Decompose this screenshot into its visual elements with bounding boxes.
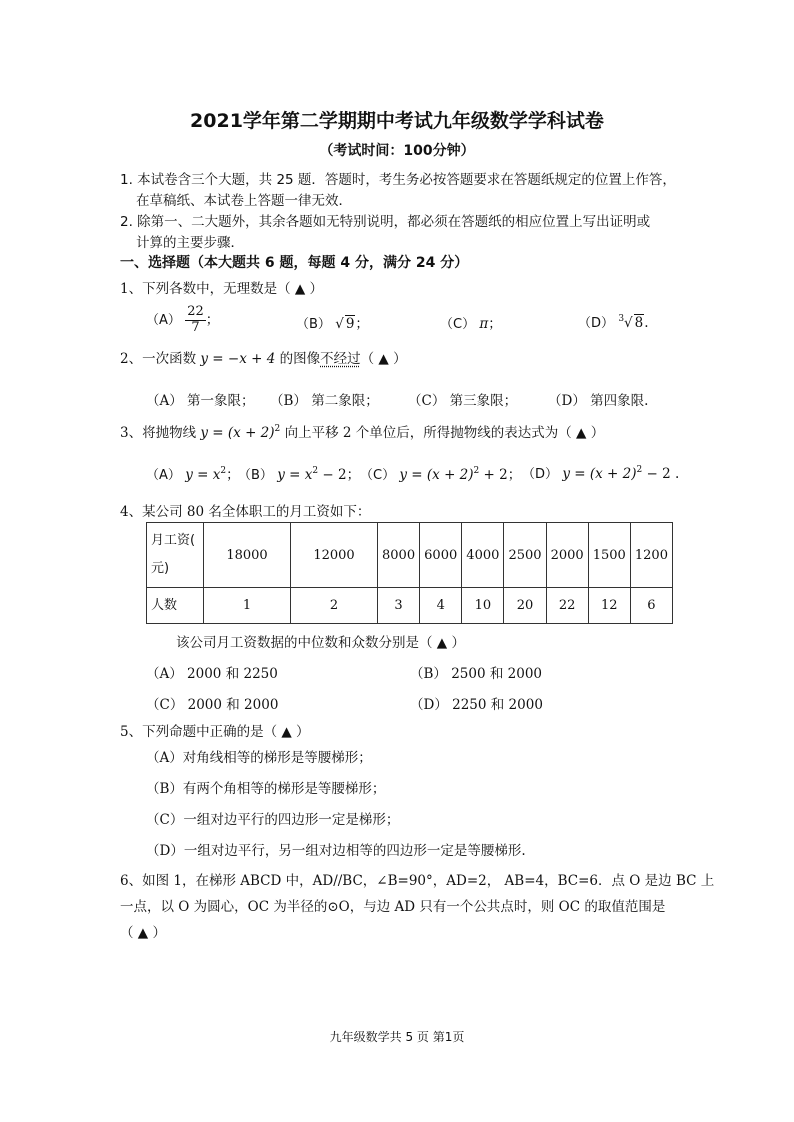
radicand: 9 [345,316,355,332]
formula: y = x [277,467,313,483]
table-cell: 18000 [204,523,291,588]
question-6-line-3: （ ▲ ） [120,925,166,941]
question-6-line-2: 一点，以 O 为圆心，OC 为半径的⊙O，与边 AD 只有一个公共点时，则 OC 的取值范围是 [120,899,666,915]
option-label: （D） [522,467,559,482]
question-3-option-d [522,463,679,482]
question-3-option-a [146,463,240,483]
question-1-stem: 1、下列各数中，无理数是（ ▲ ） [120,281,324,297]
table-row-count [147,588,673,624]
question-1-option-c [440,312,502,332]
stem-prefix: 2、一次函数 [120,351,197,367]
table-cell: 4000 [462,523,504,588]
exponent: 2 [312,466,319,476]
question-5-option-c: （C）一组对边平行的四边形一定是梯形； [146,812,400,828]
root-index: 3 [618,314,625,324]
table-cell: 10 [462,588,504,624]
question-1-option-a [146,305,219,336]
table-cell: 2000 [546,523,588,588]
question-5-option-d: （D）一组对边平行，另一组对边相等的四边形一定是等腰梯形. [146,843,526,859]
question-4-option-a: （A） 2000 和 2250 [146,666,278,682]
question-2-option-b: （B） 第二象限； [270,393,379,409]
formula: y = (x + 2) [562,466,637,482]
punctuation: ； [355,316,369,332]
formula-tail: + 2； [479,467,522,483]
stem-suffix: 向上平移 2 个单位后，所得抛物线的表达式为（ ▲ ） [284,425,605,441]
question-3-option-b [238,463,360,483]
formula: y = (x + 2) [200,425,275,441]
instruction-1-line-1: 1. 本试卷含三个大题，共 25 题．答题时，考生务必按答题要求在答题纸规定的位置上作答， [120,172,676,188]
table-cell: 12000 [291,523,378,588]
instruction-2-line-2: 计算的主要步骤． [136,235,244,251]
table-cell: 6 [630,588,672,624]
stem-prefix: 3、将抛物线 [120,425,197,441]
instruction-2-line-1: 2. 除第一、二大题外，其余各题如无特别说明，都必须在答题纸的相应位置上写出证明或 [120,214,651,230]
table-header-salary [147,523,204,588]
question-2-option-c: （C） 第三象限； [408,393,518,409]
table-cell: 22 [546,588,588,624]
answer-blank: （ ▲ ） [360,351,407,367]
header-line: 元) [151,561,170,576]
punctuation: ； [488,316,502,332]
stem-middle: 的图像 [279,351,321,367]
emphasis-text: 不经过 [320,351,361,367]
pi-value: π [479,316,489,332]
question-5-stem: 5、下列命题中正确的是（ ▲ ） [120,724,310,740]
punctuation: . [644,315,649,331]
table-cell: 1500 [588,523,630,588]
exam-title: 2021学年第二学期期中考试九年级数学学科试卷 [190,110,604,132]
question-3-option-c [360,463,521,483]
table-cell: 20 [504,588,546,624]
exam-time: （考试时间：100分钟） [319,143,475,159]
formula-tail: − 2； [318,467,361,483]
question-5-option-b: （B）有两个角相等的梯形是等腰梯形； [146,781,386,797]
exponent: 2 [636,465,643,475]
numerator: 22 [187,304,204,319]
radicand: 8 [634,315,644,331]
question-4-stem: 4、某公司 80 名全体职工的月工资如下： [120,504,371,520]
question-6-line-1: 6、如图 1，在梯形 ABCD 中，AD//BC，∠B=90°，AD=2， AB=4，BC=6．点 O 是边 BC 上 [120,873,715,889]
instruction-1-line-2: 在草稿纸、本试卷上答题一律无效． [136,193,352,209]
question-2-option-a: （A） 第一象限； [146,393,255,409]
cube-root-sign: √ [624,315,633,331]
table-cell: 1200 [630,523,672,588]
table-cell: 2500 [504,523,546,588]
question-2-option-d: （D） 第四象限. [548,393,649,409]
fraction [185,305,206,336]
formula-tail: − 2 . [642,466,680,482]
salary-table [146,522,673,624]
section-heading: 一、选择题（本大题共 6 题，每题 4 分，满分 24 分） [120,255,469,271]
question-4-option-b: （B） 2500 和 2000 [410,666,543,682]
header-line: 月工资( [151,533,196,548]
question-4-question: 该公司月工资数据的中位数和众数分别是（ ▲ ） [176,635,465,651]
question-2-stem [120,347,407,367]
formula: y = x [185,467,221,483]
table-header-count: 人数 [147,588,204,624]
option-label: （A） [146,468,181,483]
punctuation: ； [205,311,220,328]
table-cell: 3 [378,588,420,624]
denominator: 7 [191,319,200,335]
formula: y = −x + 4 [200,351,276,367]
question-4-option-d: （D） 2250 和 2000 [410,697,543,713]
option-label: （C） [440,317,476,332]
punctuation: ； [226,467,240,483]
table-cell: 2 [291,588,378,624]
question-3-stem [120,421,604,441]
exponent: 2 [274,424,281,434]
option-label: （A） [146,312,181,328]
table-cell: 12 [588,588,630,624]
option-label: （D） [578,316,615,331]
sqrt-sign: √ [335,316,344,332]
table-cell: 6000 [420,523,462,588]
formula: y = (x + 2) [399,467,474,483]
question-1-option-b [296,312,369,332]
question-4-option-c: （C） 2000 和 2000 [146,697,279,713]
table-cell: 1 [204,588,291,624]
question-5-option-a: （A）对角线相等的梯形是等腰梯形； [146,750,372,766]
page-footer: 九年级数学共 5 页 第1页 [329,1030,465,1044]
table-cell: 8000 [378,523,420,588]
exponent: 2 [473,466,480,476]
table-cell: 4 [420,588,462,624]
exponent: 2 [220,466,227,476]
option-label: （B） [296,317,331,332]
option-label: （B） [238,468,273,483]
question-1-option-d [578,312,649,331]
option-label: （C） [360,468,396,483]
table-row-salary [147,523,673,588]
